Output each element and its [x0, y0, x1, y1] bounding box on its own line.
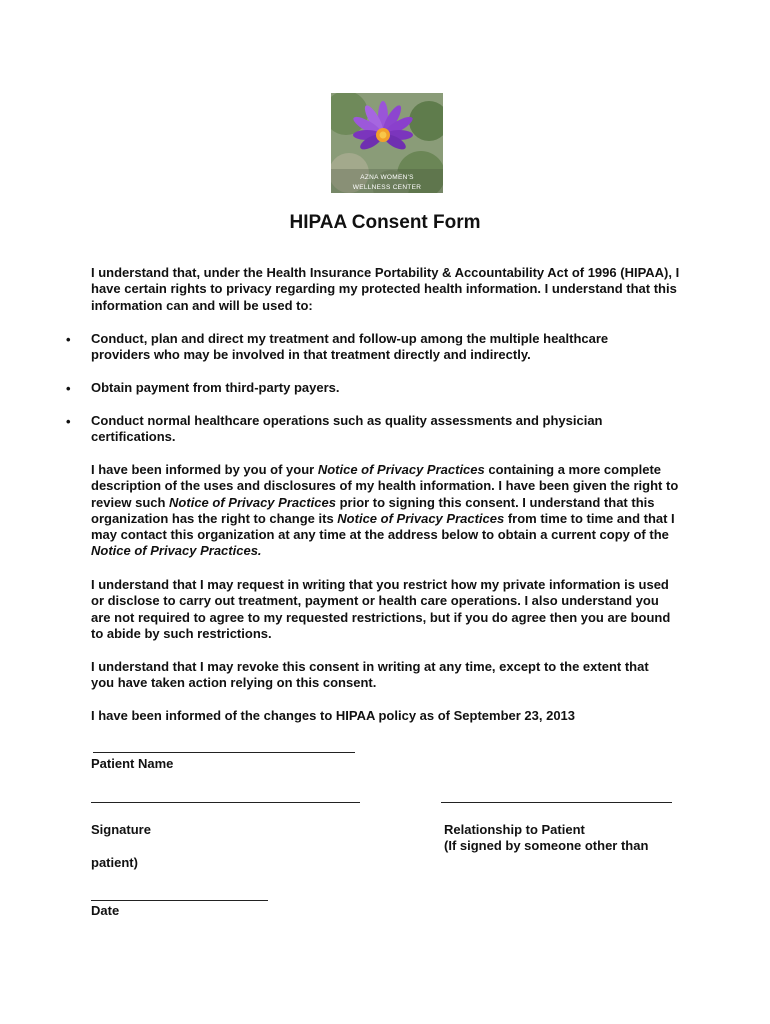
bullet-marker-3: •	[66, 414, 71, 429]
bullet-marker-1: •	[66, 332, 71, 347]
patient-name-label: Patient Name	[91, 756, 174, 771]
date-label: Date	[91, 903, 120, 918]
signature-label: Signature	[91, 822, 151, 837]
notice-italic-2: Notice of Privacy Practices	[169, 494, 336, 510]
notice-italic-4: Notice of Privacy Practices.	[91, 543, 262, 559]
bullet-item-1: Conduct, plan and direct my treatment and follow-up among the multiple healthcare providers who may be involved in that treatment directly and indirectly.	[91, 331, 609, 363]
notice-paragraph	[91, 462, 686, 560]
bullet-item-3: Conduct normal healthcare operations such as quality assessments and physician certifications.	[91, 413, 603, 445]
bullet-marker-2: •	[66, 381, 71, 396]
notice-italic-1: Notice of Privacy Practices	[317, 462, 485, 477]
notice-text-1: I have been informed by you of your	[91, 462, 318, 477]
logo-text-line-2: WELLNESS CENTER	[352, 184, 422, 191]
logo-text-line-1: AZNA WOMEN'S	[360, 174, 414, 181]
notice-italic-3: Notice of Privacy Practices	[337, 510, 505, 526]
relationship-label: Relationship to Patient	[444, 822, 585, 837]
policy-paragraph: I have been informed of the changes to HIPAA policy as of September 23, 2013	[91, 708, 576, 723]
bullet-item-2: Obtain payment from third-party payers.	[91, 380, 340, 395]
wellness-center-logo	[331, 93, 443, 193]
date-line[interactable]	[91, 900, 268, 901]
intro-paragraph: I understand that, under the Health Insurance Portability & Accountability Act of 1996 (HIPAA), I have certain rights to privacy regarding my protected health information. I understand that this information can and will be used to:	[91, 265, 680, 313]
relationship-line[interactable]	[441, 802, 672, 803]
relationship-note: (If signed by someone other than	[444, 838, 649, 853]
notice-text-2: containing a more complete description of the uses and disclosures of my health information. I have been given the right to review such	[91, 462, 679, 510]
patient-name-line[interactable]	[93, 752, 355, 753]
form-title: HIPAA Consent Form	[289, 212, 481, 233]
notice-text-3: prior to signing this consent. I understand that this organization has the right to change its	[91, 494, 655, 526]
notice-text-4: from time to time and that I may contact this organization at any time at the address below to obtain a current copy of the	[91, 510, 675, 543]
relationship-note-end: patient)	[91, 855, 138, 870]
signature-line[interactable]	[91, 802, 360, 803]
revoke-paragraph: I understand that I may revoke this consent in writing at any time, except to the extent that you have taken action relying on this consent.	[91, 659, 649, 691]
restrict-paragraph: I understand that I may request in writing that you restrict how my private information is used or disclose to carry out treatment, payment or health care operations. I also understand you are not required to agree to my requested restrictions, but if you do agree then you are bound to abide by such restrictions.	[91, 577, 671, 641]
